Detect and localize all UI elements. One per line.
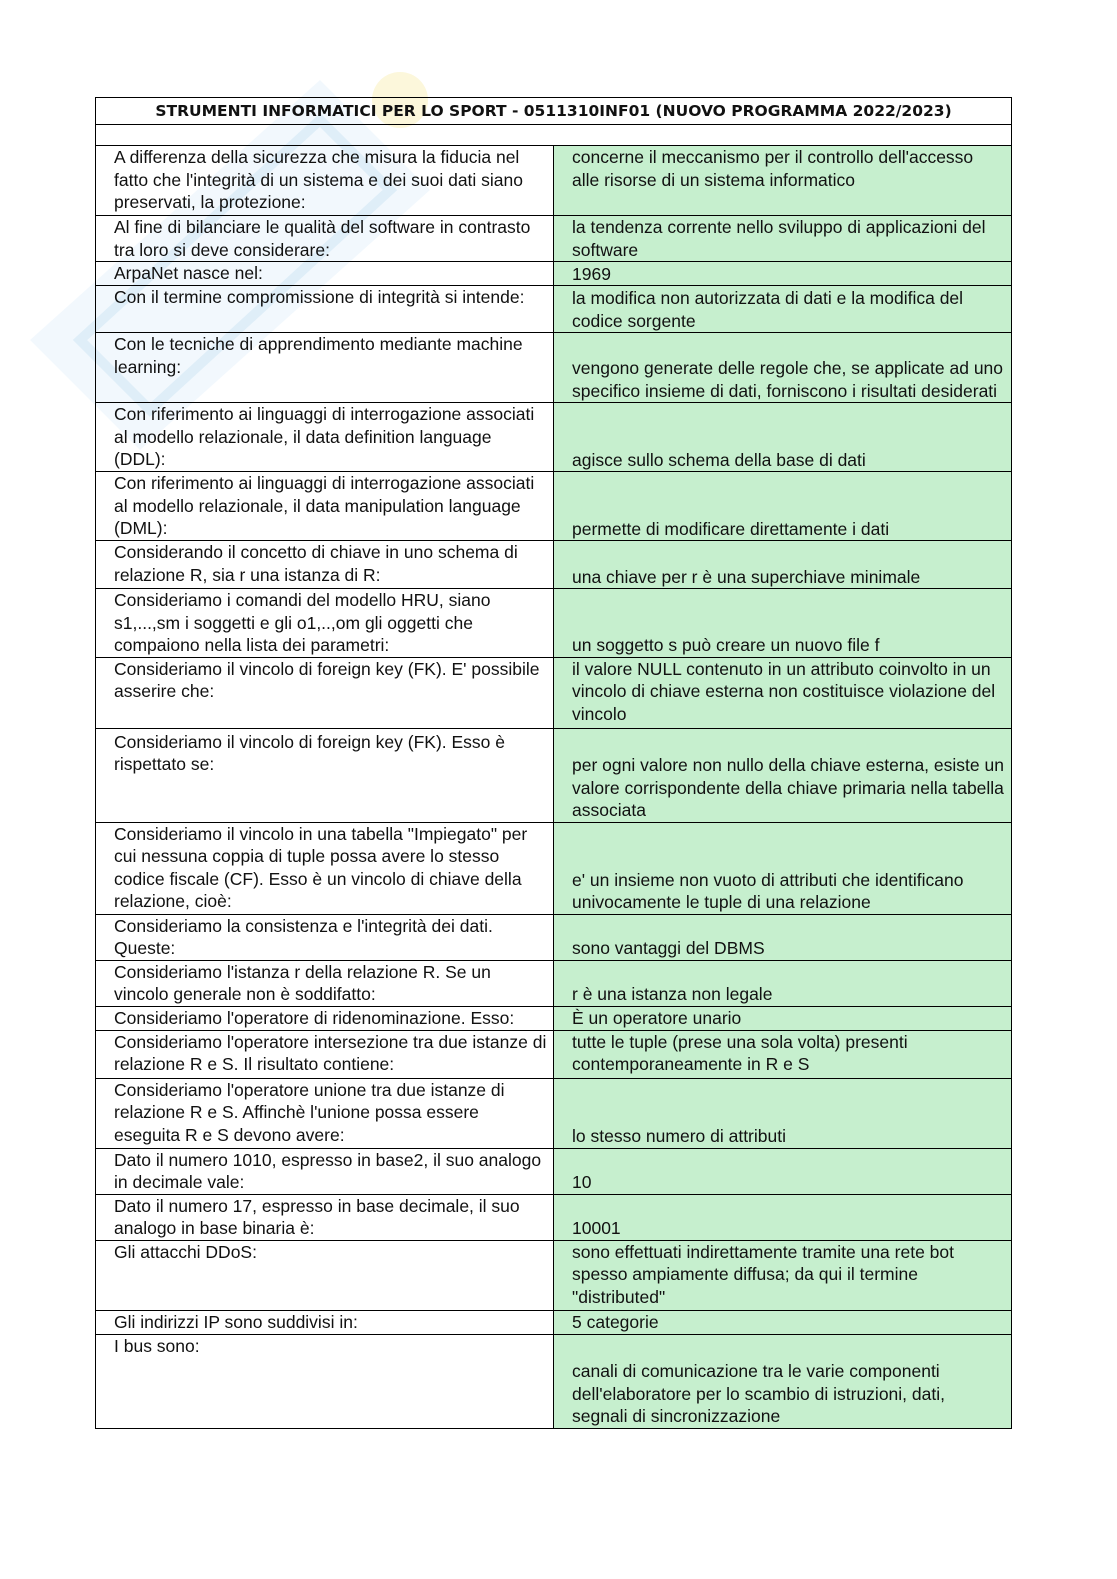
question-cell: Consideriamo l'operatore di ridenominazione. Esso: — [96, 1006, 554, 1030]
question-cell: Al fine di bilanciare le qualità del software in contrasto tra loro si deve considerare: — [96, 216, 554, 262]
table-row — [96, 1006, 1012, 1030]
question-cell: Consideriamo l'operatore unione tra due istanze di relazione R e S. Affinchè l'unione possa essere eseguita R e S devono avere: — [96, 1078, 554, 1148]
question-cell: Dato il numero 1010, espresso in base2, il suo analogo in decimale vale: — [96, 1148, 554, 1194]
table-row — [96, 286, 1012, 333]
answer-cell: la modifica non autorizzata di dati e la modifica del codice sorgente — [554, 286, 1012, 333]
answer-cell: 5 categorie — [554, 1310, 1012, 1334]
blank-row — [96, 125, 1012, 146]
answer-cell: sono vantaggi del DBMS — [554, 914, 1012, 960]
answer-cell: 1969 — [554, 262, 1012, 286]
question-cell: Con le tecniche di apprendimento mediante machine learning: — [96, 333, 554, 403]
question-cell: Consideriamo il vincolo in una tabella "Impiegato" per cui nessuna coppia di tuple possa avere lo stesso codice fiscale (CF). Esso è un vincolo di chiave della relazione, cioè: — [96, 822, 554, 914]
table-row — [96, 1030, 1012, 1078]
question-cell: Con il termine compromissione di integrità si intende: — [96, 286, 554, 333]
answer-cell: e' un insieme non vuoto di attributi che identificano univocamente le tuple di una relazione — [554, 822, 1012, 914]
table-title-row — [96, 98, 1012, 125]
table-row — [96, 1078, 1012, 1148]
table-row — [96, 216, 1012, 262]
table-row — [96, 589, 1012, 658]
question-cell: Gli attacchi DDoS: — [96, 1240, 554, 1310]
quiz-table — [95, 97, 1012, 1429]
answer-cell: il valore NULL contenuto in un attributo coinvolto in un vincolo di chiave esterna non costituisce violazione del vincolo — [554, 657, 1012, 728]
answer-cell: sono effettuati indirettamente tramite una rete bot spesso ampiamente diffusa; da qui il termine "distributed" — [554, 1240, 1012, 1310]
answer-cell: tutte le tuple (prese una sola volta) presenti contemporaneamente in R e S — [554, 1030, 1012, 1078]
question-cell: Consideriamo i comandi del modello HRU, siano s1,...,sm i soggetti e gli o1,..,om gli oggetti che compaiono nella lista dei parametri: — [96, 589, 554, 658]
answer-cell: un soggetto s può creare un nuovo file f — [554, 589, 1012, 658]
answer-cell: lo stesso numero di attributi — [554, 1078, 1012, 1148]
table-row — [96, 822, 1012, 914]
answer-cell: r è una istanza non legale — [554, 960, 1012, 1006]
answer-cell: per ogni valore non nullo della chiave esterna, esiste un valore corrispondente della chiave primaria nella tabella associata — [554, 728, 1012, 822]
question-cell: Considerando il concetto di chiave in uno schema di relazione R, sia r una istanza di R: — [96, 541, 554, 589]
answer-cell: 10001 — [554, 1194, 1012, 1240]
table-row — [96, 541, 1012, 589]
table-row — [96, 657, 1012, 728]
table-row — [96, 1334, 1012, 1428]
question-cell: A differenza della sicurezza che misura la fiducia nel fatto che l'integrità di un sistema e dei suoi dati siano preservati, la protezione: — [96, 146, 554, 216]
answer-cell: canali di comunicazione tra le varie componenti dell'elaboratore per lo scambio di istruzioni, dati, segnali di sincronizzazione — [554, 1334, 1012, 1428]
answer-cell: 10 — [554, 1148, 1012, 1194]
answer-cell: concerne il meccanismo per il controllo dell'accesso alle risorse di un sistema informatico — [554, 146, 1012, 216]
question-cell: Consideriamo l'operatore intersezione tra due istanze di relazione R e S. Il risultato contiene: — [96, 1030, 554, 1078]
table-row — [96, 1240, 1012, 1310]
question-cell: Dato il numero 17, espresso in base decimale, il suo analogo in base binaria è: — [96, 1194, 554, 1240]
answer-cell: una chiave per r è una superchiave minimale — [554, 541, 1012, 589]
question-cell: Consideriamo il vincolo di foreign key (FK). Esso è rispettato se: — [96, 728, 554, 822]
question-cell: Consideriamo la consistenza e l'integrità dei dati. Queste: — [96, 914, 554, 960]
table-row — [96, 333, 1012, 403]
question-cell: Gli indirizzi IP sono suddivisi in: — [96, 1310, 554, 1334]
question-cell: Con riferimento ai linguaggi di interrogazione associati al modello relazionale, il data definition language (DDL): — [96, 403, 554, 472]
table-row — [96, 472, 1012, 541]
table-title: STRUMENTI INFORMATICI PER LO SPORT - 0511310INF01 (NUOVO PROGRAMMA 2022/2023) — [96, 98, 1012, 125]
answer-cell: la tendenza corrente nello sviluppo di applicazioni del software — [554, 216, 1012, 262]
table-row — [96, 146, 1012, 216]
table-row — [96, 960, 1012, 1006]
question-cell: Consideriamo il vincolo di foreign key (FK). E' possibile asserire che: — [96, 657, 554, 728]
table-row — [96, 403, 1012, 472]
table-row — [96, 1148, 1012, 1194]
table-row — [96, 914, 1012, 960]
answer-cell: È un operatore unario — [554, 1006, 1012, 1030]
answer-cell: permette di modificare direttamente i dati — [554, 472, 1012, 541]
question-cell: Con riferimento ai linguaggi di interrogazione associati al modello relazionale, il data manipulation language (DML): — [96, 472, 554, 541]
table-row — [96, 262, 1012, 286]
answer-cell: agisce sullo schema della base di dati — [554, 403, 1012, 472]
table-row — [96, 728, 1012, 822]
answer-cell: vengono generate delle regole che, se applicate ad uno specifico insieme di dati, forniscono i risultati desiderati — [554, 333, 1012, 403]
table-row — [96, 1194, 1012, 1240]
table-row — [96, 1310, 1012, 1334]
question-cell: I bus sono: — [96, 1334, 554, 1428]
question-cell: Consideriamo l'istanza r della relazione R. Se un vincolo generale non è soddifatto: — [96, 960, 554, 1006]
question-cell: ArpaNet nasce nel: — [96, 262, 554, 286]
